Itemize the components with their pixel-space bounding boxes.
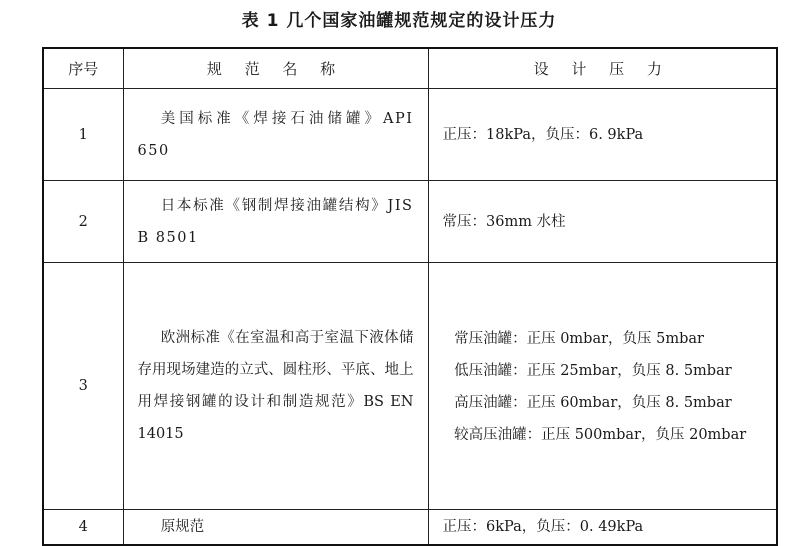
table-header-row bbox=[43, 48, 777, 89]
standard-name-cell bbox=[123, 89, 428, 181]
pressure-line: 正压：6kPa，负压：0. 49kPa bbox=[442, 519, 644, 535]
serial-number-cell: 2 bbox=[43, 181, 123, 263]
standard-name-text: 日本标准《钢制焊接油罐结构》JIS B 8501 bbox=[137, 197, 414, 246]
design-pressure-cell bbox=[428, 181, 777, 263]
standard-name-text: 原规范 bbox=[160, 519, 205, 535]
serial-number-cell: 1 bbox=[43, 89, 123, 181]
design-pressure-cell bbox=[428, 263, 777, 510]
header-standard-name: 规 范 名 称 bbox=[123, 48, 428, 89]
header-serial-number: 序号 bbox=[43, 48, 123, 89]
serial-number-cell: 3 bbox=[43, 263, 123, 510]
header-design-pressure: 设 计 压 力 bbox=[428, 48, 777, 89]
pressure-line: 高压油罐：正压 60mbar，负压 8. 5mbar bbox=[454, 395, 732, 411]
serial-number-cell: 4 bbox=[43, 510, 123, 546]
pressure-line: 常压油罐：正压 0mbar，负压 5mbar bbox=[454, 331, 704, 347]
table-caption: 表 1 几个国家油罐规范规定的设计压力 bbox=[241, 11, 557, 31]
table-row bbox=[43, 263, 777, 510]
design-pressure-table bbox=[42, 47, 778, 546]
pressure-line: 较高压油罐：正压 500mbar，负压 20mbar bbox=[454, 427, 747, 443]
table-row bbox=[43, 89, 777, 181]
design-pressure-cell bbox=[428, 89, 777, 181]
pressure-line: 低压油罐：正压 25mbar，负压 8. 5mbar bbox=[454, 363, 732, 379]
standard-name-cell bbox=[123, 181, 428, 263]
pressure-line: 常压：36mm 水柱 bbox=[442, 213, 566, 230]
standard-name-text: 欧洲标准《在室温和高于室温下液体储存用现场建造的立式、圆柱形、平底、地上用焊接钢罐的设计和制造规范》BS EN 14015 bbox=[137, 330, 414, 442]
standard-name-cell bbox=[123, 263, 428, 510]
table-row bbox=[43, 181, 777, 263]
standard-name-text: 美国标准《焊接石油储罐》API 650 bbox=[137, 110, 414, 159]
table-row bbox=[43, 510, 777, 546]
design-pressure-cell bbox=[428, 510, 777, 546]
pressure-line: 正压：18kPa，负压：6. 9kPa bbox=[442, 126, 644, 143]
standard-name-cell bbox=[123, 510, 428, 546]
